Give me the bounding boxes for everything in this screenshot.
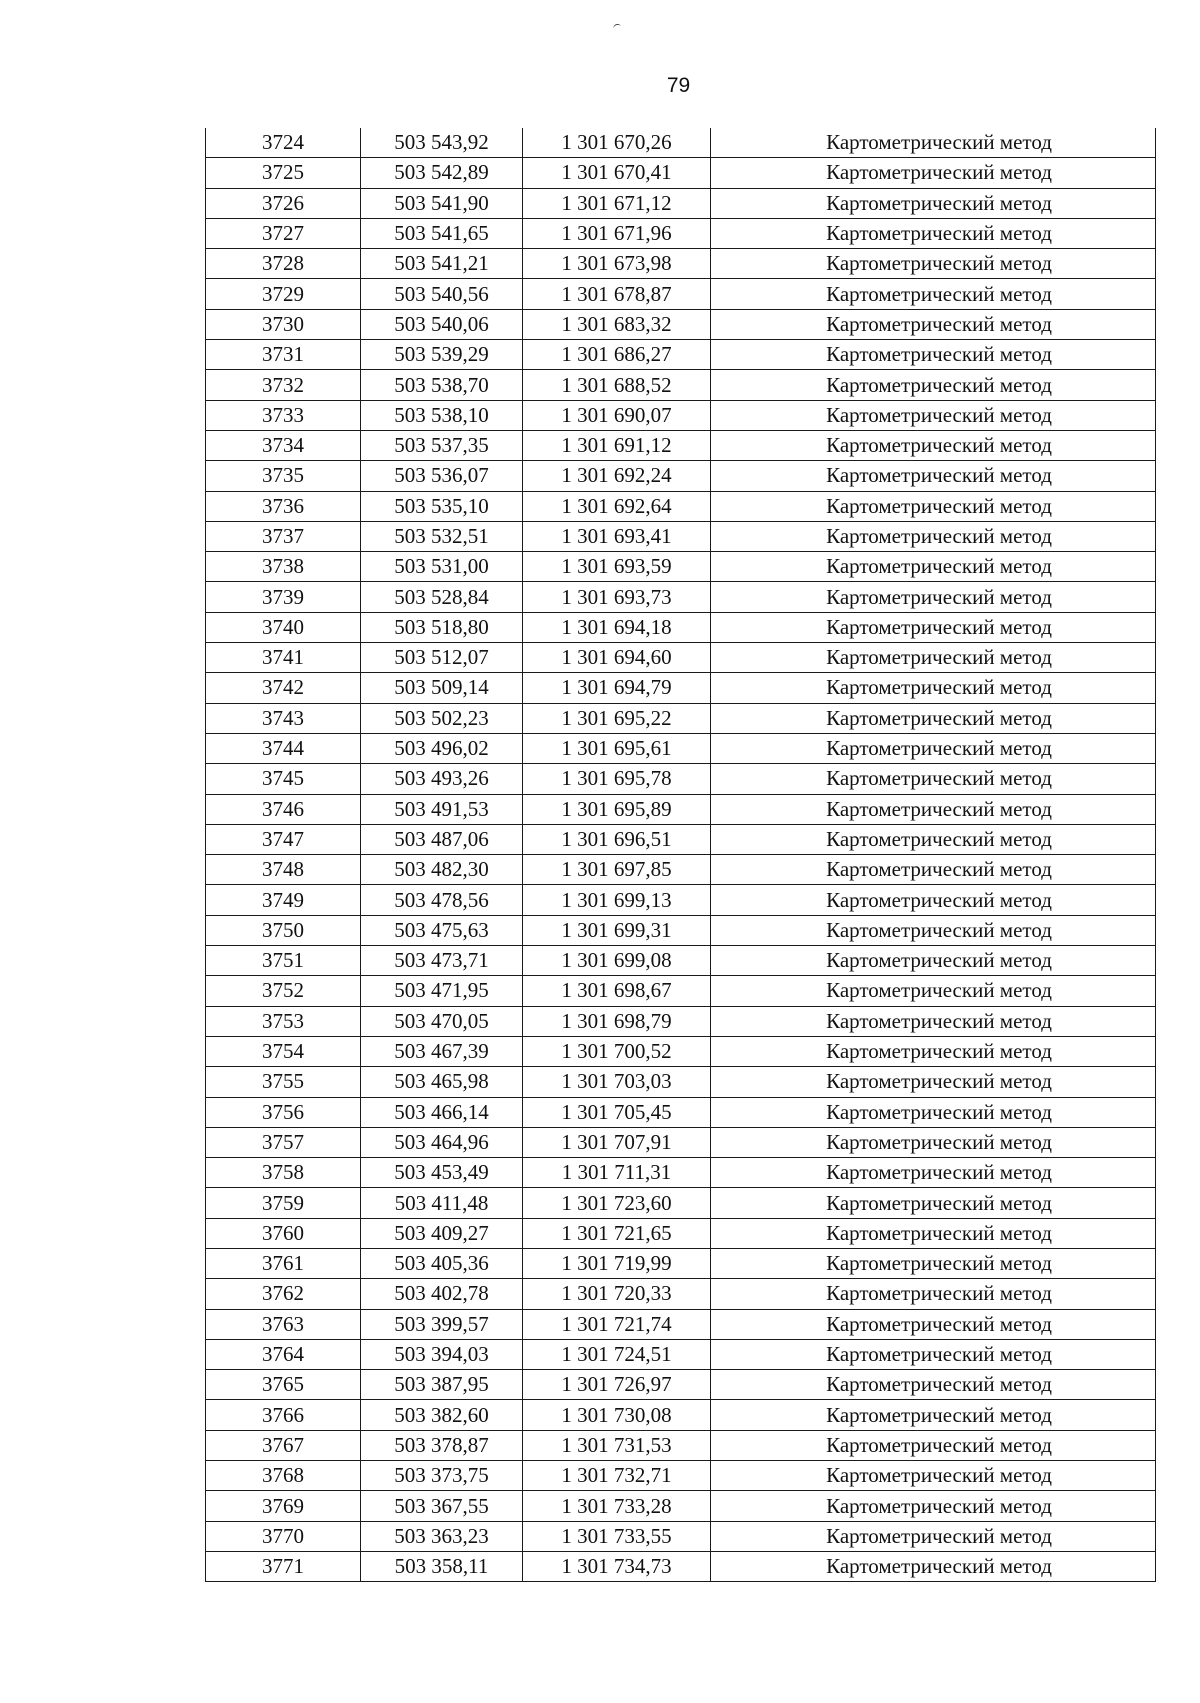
cell-x-coordinate: 503 531,00 — [361, 552, 523, 582]
cell-x-coordinate: 503 541,90 — [361, 188, 523, 218]
cell-x-coordinate: 503 541,65 — [361, 218, 523, 248]
cell-point-number: 3739 — [206, 582, 361, 612]
table-row — [206, 1097, 1156, 1127]
cell-point-number: 3757 — [206, 1127, 361, 1157]
cell-method: Картометрический метод — [711, 1097, 1156, 1127]
cell-point-number: 3726 — [206, 188, 361, 218]
table-row — [206, 824, 1156, 854]
cell-y-coordinate: 1 301 670,41 — [523, 158, 711, 188]
cell-y-coordinate: 1 301 695,78 — [523, 764, 711, 794]
cell-point-number: 3733 — [206, 400, 361, 430]
cell-method: Картометрический метод — [711, 764, 1156, 794]
cell-point-number: 3741 — [206, 643, 361, 673]
table-row — [206, 309, 1156, 339]
table-row — [206, 400, 1156, 430]
cell-point-number: 3754 — [206, 1036, 361, 1066]
cell-method: Картометрический метод — [711, 1461, 1156, 1491]
cell-x-coordinate: 503 411,48 — [361, 1188, 523, 1218]
table-row — [206, 946, 1156, 976]
cell-x-coordinate: 503 409,27 — [361, 1218, 523, 1248]
page-number: 79 — [666, 74, 691, 97]
cell-y-coordinate: 1 301 695,61 — [523, 733, 711, 763]
cell-method: Картометрический метод — [711, 400, 1156, 430]
table-row — [206, 1279, 1156, 1309]
cell-x-coordinate: 503 542,89 — [361, 158, 523, 188]
table-row — [206, 1248, 1156, 1278]
cell-x-coordinate: 503 535,10 — [361, 491, 523, 521]
cell-y-coordinate: 1 301 696,51 — [523, 824, 711, 854]
cell-y-coordinate: 1 301 699,13 — [523, 885, 711, 915]
cell-point-number: 3735 — [206, 461, 361, 491]
cell-point-number: 3742 — [206, 673, 361, 703]
cell-method: Картометрический метод — [711, 673, 1156, 703]
cell-x-coordinate: 503 367,55 — [361, 1491, 523, 1521]
cell-method: Картометрический метод — [711, 1248, 1156, 1278]
cell-method: Картометрический метод — [711, 976, 1156, 1006]
cell-method: Картометрический метод — [711, 128, 1156, 158]
cell-y-coordinate: 1 301 732,71 — [523, 1461, 711, 1491]
cell-x-coordinate: 503 471,95 — [361, 976, 523, 1006]
table-row — [206, 1370, 1156, 1400]
cell-x-coordinate: 503 387,95 — [361, 1370, 523, 1400]
table-row — [206, 1006, 1156, 1036]
cell-point-number: 3734 — [206, 430, 361, 460]
cell-point-number: 3770 — [206, 1521, 361, 1551]
cell-y-coordinate: 1 301 678,87 — [523, 279, 711, 309]
cell-x-coordinate: 503 487,06 — [361, 824, 523, 854]
cell-y-coordinate: 1 301 721,74 — [523, 1309, 711, 1339]
cell-point-number: 3753 — [206, 1006, 361, 1036]
cell-point-number: 3749 — [206, 885, 361, 915]
table-row — [206, 976, 1156, 1006]
cell-method: Картометрический метод — [711, 915, 1156, 945]
cell-point-number: 3727 — [206, 218, 361, 248]
cell-method: Картометрический метод — [711, 461, 1156, 491]
table-row — [206, 1551, 1156, 1581]
cell-x-coordinate: 503 540,06 — [361, 309, 523, 339]
cell-y-coordinate: 1 301 673,98 — [523, 249, 711, 279]
cell-method: Картометрический метод — [711, 1006, 1156, 1036]
cell-y-coordinate: 1 301 705,45 — [523, 1097, 711, 1127]
cell-y-coordinate: 1 301 691,12 — [523, 430, 711, 460]
cell-method: Картометрический метод — [711, 1067, 1156, 1097]
table-row — [206, 491, 1156, 521]
cell-method: Картометрический метод — [711, 794, 1156, 824]
coordinates-table-body — [206, 128, 1156, 1582]
cell-y-coordinate: 1 301 731,53 — [523, 1430, 711, 1460]
cell-x-coordinate: 503 475,63 — [361, 915, 523, 945]
cell-y-coordinate: 1 301 670,26 — [523, 128, 711, 158]
cell-x-coordinate: 503 518,80 — [361, 612, 523, 642]
cell-x-coordinate: 503 373,75 — [361, 1461, 523, 1491]
table-row — [206, 1158, 1156, 1188]
cell-y-coordinate: 1 301 694,60 — [523, 643, 711, 673]
cell-point-number: 3755 — [206, 1067, 361, 1097]
cell-point-number: 3728 — [206, 249, 361, 279]
cell-y-coordinate: 1 301 733,28 — [523, 1491, 711, 1521]
coordinates-table — [205, 128, 1156, 1582]
cell-y-coordinate: 1 301 699,08 — [523, 946, 711, 976]
cell-method: Картометрический метод — [711, 1400, 1156, 1430]
table-row — [206, 1521, 1156, 1551]
cell-x-coordinate: 503 482,30 — [361, 855, 523, 885]
cell-point-number: 3756 — [206, 1097, 361, 1127]
table-row — [206, 552, 1156, 582]
cell-method: Картометрический метод — [711, 1188, 1156, 1218]
table-row — [206, 1400, 1156, 1430]
cell-y-coordinate: 1 301 671,96 — [523, 218, 711, 248]
cell-point-number: 3765 — [206, 1370, 361, 1400]
cell-x-coordinate: 503 541,21 — [361, 249, 523, 279]
table-row — [206, 1309, 1156, 1339]
cell-y-coordinate: 1 301 692,24 — [523, 461, 711, 491]
cell-x-coordinate: 503 358,11 — [361, 1551, 523, 1581]
cell-y-coordinate: 1 301 719,99 — [523, 1248, 711, 1278]
cell-point-number: 3745 — [206, 764, 361, 794]
cell-method: Картометрический метод — [711, 1551, 1156, 1581]
cell-point-number: 3748 — [206, 855, 361, 885]
cell-point-number: 3732 — [206, 370, 361, 400]
cell-x-coordinate: 503 512,07 — [361, 643, 523, 673]
cell-x-coordinate: 503 378,87 — [361, 1430, 523, 1460]
table-row — [206, 461, 1156, 491]
cell-point-number: 3731 — [206, 340, 361, 370]
cell-method: Картометрический метод — [711, 552, 1156, 582]
cell-method: Картометрический метод — [711, 218, 1156, 248]
cell-method: Картометрический метод — [711, 1218, 1156, 1248]
cell-y-coordinate: 1 301 683,32 — [523, 309, 711, 339]
cell-x-coordinate: 503 467,39 — [361, 1036, 523, 1066]
cell-method: Картометрический метод — [711, 733, 1156, 763]
table-row — [206, 582, 1156, 612]
cell-method: Картометрический метод — [711, 1521, 1156, 1551]
cell-method: Картометрический метод — [711, 430, 1156, 460]
table-row — [206, 521, 1156, 551]
cell-y-coordinate: 1 301 734,73 — [523, 1551, 711, 1581]
cell-x-coordinate: 503 536,07 — [361, 461, 523, 491]
cell-point-number: 3762 — [206, 1279, 361, 1309]
table-row — [206, 249, 1156, 279]
cell-y-coordinate: 1 301 726,97 — [523, 1370, 711, 1400]
table-row — [206, 158, 1156, 188]
cell-method: Картометрический метод — [711, 582, 1156, 612]
cell-x-coordinate: 503 466,14 — [361, 1097, 523, 1127]
table-row — [206, 1036, 1156, 1066]
cell-y-coordinate: 1 301 724,51 — [523, 1339, 711, 1369]
cell-point-number: 3725 — [206, 158, 361, 188]
cell-point-number: 3747 — [206, 824, 361, 854]
cell-point-number: 3769 — [206, 1491, 361, 1521]
table-row — [206, 703, 1156, 733]
table-row — [206, 673, 1156, 703]
cell-point-number: 3761 — [206, 1248, 361, 1278]
cell-x-coordinate: 503 478,56 — [361, 885, 523, 915]
table-row — [206, 128, 1156, 158]
cell-method: Картометрический метод — [711, 1430, 1156, 1460]
cell-x-coordinate: 503 465,98 — [361, 1067, 523, 1097]
cell-y-coordinate: 1 301 698,67 — [523, 976, 711, 1006]
cell-y-coordinate: 1 301 697,85 — [523, 855, 711, 885]
cell-y-coordinate: 1 301 688,52 — [523, 370, 711, 400]
cell-point-number: 3729 — [206, 279, 361, 309]
cell-point-number: 3759 — [206, 1188, 361, 1218]
cell-point-number: 3760 — [206, 1218, 361, 1248]
cell-y-coordinate: 1 301 695,89 — [523, 794, 711, 824]
table-row — [206, 733, 1156, 763]
cell-y-coordinate: 1 301 694,18 — [523, 612, 711, 642]
cell-point-number: 3764 — [206, 1339, 361, 1369]
cell-point-number: 3746 — [206, 794, 361, 824]
table-row — [206, 1127, 1156, 1157]
cell-point-number: 3738 — [206, 552, 361, 582]
table-row — [206, 764, 1156, 794]
cell-y-coordinate: 1 301 693,59 — [523, 552, 711, 582]
cell-method: Картометрический метод — [711, 309, 1156, 339]
cell-point-number: 3758 — [206, 1158, 361, 1188]
cell-method: Картометрический метод — [711, 824, 1156, 854]
table-row — [206, 340, 1156, 370]
table-row — [206, 1339, 1156, 1369]
cell-x-coordinate: 503 538,70 — [361, 370, 523, 400]
cell-point-number: 3767 — [206, 1430, 361, 1460]
cell-y-coordinate: 1 301 700,52 — [523, 1036, 711, 1066]
cell-x-coordinate: 503 473,71 — [361, 946, 523, 976]
cell-x-coordinate: 503 382,60 — [361, 1400, 523, 1430]
cell-method: Картометрический метод — [711, 1309, 1156, 1339]
cell-y-coordinate: 1 301 720,33 — [523, 1279, 711, 1309]
cell-method: Картометрический метод — [711, 521, 1156, 551]
cell-method: Картометрический метод — [711, 188, 1156, 218]
table-row — [206, 794, 1156, 824]
table-row — [206, 279, 1156, 309]
cell-point-number: 3743 — [206, 703, 361, 733]
cell-method: Картометрический метод — [711, 370, 1156, 400]
stray-scan-mark — [612, 23, 621, 30]
cell-y-coordinate: 1 301 690,07 — [523, 400, 711, 430]
cell-point-number: 3736 — [206, 491, 361, 521]
cell-x-coordinate: 503 470,05 — [361, 1006, 523, 1036]
cell-method: Картометрический метод — [711, 1036, 1156, 1066]
cell-x-coordinate: 503 402,78 — [361, 1279, 523, 1309]
cell-y-coordinate: 1 301 695,22 — [523, 703, 711, 733]
cell-x-coordinate: 503 453,49 — [361, 1158, 523, 1188]
cell-x-coordinate: 503 537,35 — [361, 430, 523, 460]
table-row — [206, 370, 1156, 400]
cell-point-number: 3724 — [206, 128, 361, 158]
cell-y-coordinate: 1 301 703,03 — [523, 1067, 711, 1097]
cell-y-coordinate: 1 301 686,27 — [523, 340, 711, 370]
table-row — [206, 885, 1156, 915]
cell-method: Картометрический метод — [711, 340, 1156, 370]
table-row — [206, 1430, 1156, 1460]
cell-method: Картометрический метод — [711, 946, 1156, 976]
table-row — [206, 1461, 1156, 1491]
cell-x-coordinate: 503 540,56 — [361, 279, 523, 309]
cell-method: Картометрический метод — [711, 158, 1156, 188]
cell-x-coordinate: 503 399,57 — [361, 1309, 523, 1339]
table-row — [206, 218, 1156, 248]
cell-y-coordinate: 1 301 692,64 — [523, 491, 711, 521]
cell-method: Картометрический метод — [711, 643, 1156, 673]
cell-y-coordinate: 1 301 671,12 — [523, 188, 711, 218]
cell-x-coordinate: 503 405,36 — [361, 1248, 523, 1278]
cell-method: Картометрический метод — [711, 1339, 1156, 1369]
cell-method: Картометрический метод — [711, 249, 1156, 279]
cell-y-coordinate: 1 301 733,55 — [523, 1521, 711, 1551]
cell-method: Картометрический метод — [711, 855, 1156, 885]
cell-x-coordinate: 503 491,53 — [361, 794, 523, 824]
cell-y-coordinate: 1 301 698,79 — [523, 1006, 711, 1036]
cell-x-coordinate: 503 538,10 — [361, 400, 523, 430]
cell-x-coordinate: 503 532,51 — [361, 521, 523, 551]
cell-x-coordinate: 503 502,23 — [361, 703, 523, 733]
cell-x-coordinate: 503 493,26 — [361, 764, 523, 794]
cell-y-coordinate: 1 301 693,73 — [523, 582, 711, 612]
cell-method: Картометрический метод — [711, 1158, 1156, 1188]
cell-point-number: 3763 — [206, 1309, 361, 1339]
cell-point-number: 3768 — [206, 1461, 361, 1491]
cell-method: Картометрический метод — [711, 491, 1156, 521]
cell-x-coordinate: 503 528,84 — [361, 582, 523, 612]
cell-method: Картометрический метод — [711, 1491, 1156, 1521]
table-row — [206, 855, 1156, 885]
cell-point-number: 3744 — [206, 733, 361, 763]
cell-method: Картометрический метод — [711, 279, 1156, 309]
table-row — [206, 188, 1156, 218]
cell-point-number: 3771 — [206, 1551, 361, 1581]
cell-point-number: 3740 — [206, 612, 361, 642]
table-row — [206, 612, 1156, 642]
cell-y-coordinate: 1 301 707,91 — [523, 1127, 711, 1157]
table-row — [206, 1218, 1156, 1248]
cell-y-coordinate: 1 301 693,41 — [523, 521, 711, 551]
cell-y-coordinate: 1 301 723,60 — [523, 1188, 711, 1218]
cell-point-number: 3751 — [206, 946, 361, 976]
cell-y-coordinate: 1 301 721,65 — [523, 1218, 711, 1248]
cell-point-number: 3737 — [206, 521, 361, 551]
table-row — [206, 430, 1156, 460]
cell-method: Картометрический метод — [711, 1127, 1156, 1157]
cell-y-coordinate: 1 301 694,79 — [523, 673, 711, 703]
cell-x-coordinate: 503 363,23 — [361, 1521, 523, 1551]
table-row — [206, 1067, 1156, 1097]
cell-x-coordinate: 503 543,92 — [361, 128, 523, 158]
cell-point-number: 3730 — [206, 309, 361, 339]
cell-y-coordinate: 1 301 730,08 — [523, 1400, 711, 1430]
cell-method: Картометрический метод — [711, 703, 1156, 733]
cell-y-coordinate: 1 301 699,31 — [523, 915, 711, 945]
table-row — [206, 1188, 1156, 1218]
cell-method: Картометрический метод — [711, 1279, 1156, 1309]
cell-point-number: 3766 — [206, 1400, 361, 1430]
table-row — [206, 1491, 1156, 1521]
table-row — [206, 915, 1156, 945]
cell-x-coordinate: 503 464,96 — [361, 1127, 523, 1157]
cell-x-coordinate: 503 509,14 — [361, 673, 523, 703]
cell-y-coordinate: 1 301 711,31 — [523, 1158, 711, 1188]
cell-point-number: 3752 — [206, 976, 361, 1006]
table-row — [206, 643, 1156, 673]
cell-x-coordinate: 503 539,29 — [361, 340, 523, 370]
cell-method: Картометрический метод — [711, 612, 1156, 642]
cell-method: Картометрический метод — [711, 1370, 1156, 1400]
cell-point-number: 3750 — [206, 915, 361, 945]
cell-x-coordinate: 503 496,02 — [361, 733, 523, 763]
cell-x-coordinate: 503 394,03 — [361, 1339, 523, 1369]
cell-method: Картометрический метод — [711, 885, 1156, 915]
